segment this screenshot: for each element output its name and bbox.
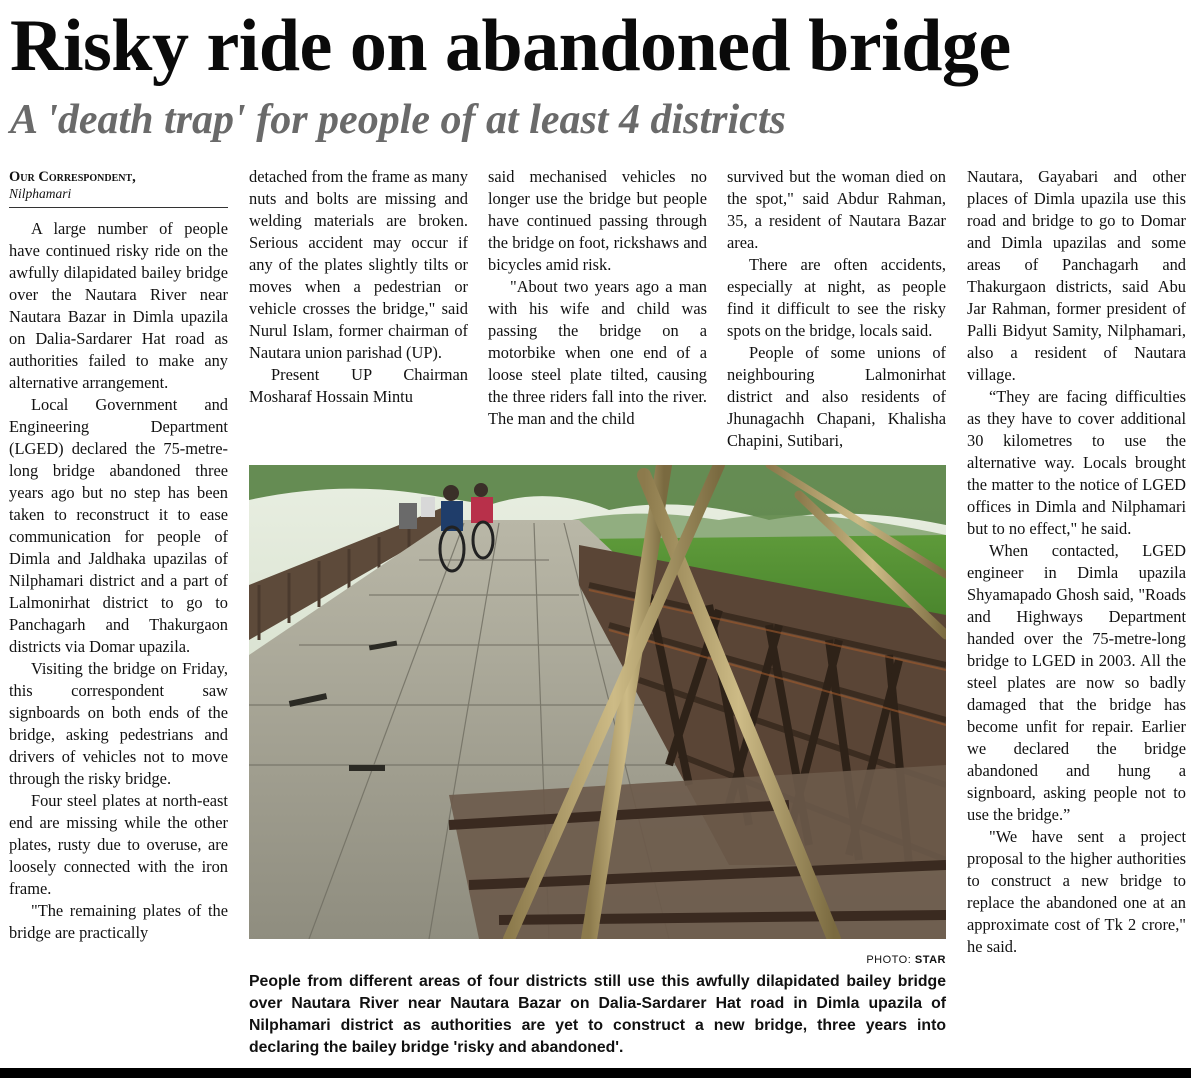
paragraph: survived but the woman died on the spot," said Abdur Rahman, 35, a resident of Nautara Bazar area. (727, 167, 946, 252)
paragraph: Nautara, Gayabari and other places of Dimla upazila use this road and bridge to go to Domar and Dimla upazilas and some areas of Panchagarh and Thakurgaon districts, said Abu Jar Rahman, former president of Palli Bidyut Samity, Nilphamari, also a resident of Nautara village. (967, 167, 1186, 384)
subheadline: A 'death trap' for people of at least 4 districts (10, 97, 786, 143)
paragraph: detached from the frame as many nuts and bolts are missing and welding materials are broken. Serious accident may occur if any of the plates slightly tilts or moves when a pedestrian or vehicle crosses the bridge," said Nurul Islam, former chairman of Nautara union parishad (UP). (249, 167, 468, 362)
photo-credit-label: PHOTO: (866, 954, 912, 966)
paragraph: People of some unions of neighbouring Lalmonirhat district and also residents of Jhunagachh Chapani, Khalisha Chapini, Sutibari, (727, 343, 946, 450)
paragraph: Local Government and Engineering Department (LGED) declared the 75-metre-long bridge abandoned three years ago but no step has been taken to reconstruct it to ease communication for people of Dimla and Jaldhaka upazilas of Nilphamari district and a part of Lalmonirhat district to go to Panchagarh and Thakurgaon districts via Domar upazila. (9, 395, 228, 656)
article-column-4 (727, 166, 946, 452)
photo-credit-source: STAR (914, 954, 946, 966)
paragraph: When contacted, LGED engineer in Dimla upazila Shyamapado Ghosh said, "Roads and Highways Department handed over the 75-metre-long bridge to LGED in 2003. All the steel plates are now so badly damaged that the bridge has become unfit for repair. Earlier we declared the bridge abandoned and hung a signboard, asking people not to use the bridge.” (967, 541, 1186, 824)
paragraph: Visiting the bridge on Friday, this correspondent saw signboards on both ends of the bridge, asking pedestrians and drivers of vehicles not to move through the risky bridge. (9, 659, 228, 788)
paragraph: Present UP Chairman Mosharaf Hossain Mintu (249, 365, 468, 406)
paragraph: said mechanised vehicles no longer use the bridge but people have continued passing through the bridge on foot, rickshaws and bicycles amid risk. (488, 167, 707, 274)
byline: Our Correspondent, (9, 169, 136, 185)
dateline: Nilphamari (9, 186, 228, 208)
article-column-3 (488, 166, 707, 430)
paragraph: "We have sent a project proposal to the higher authorities to construct a new bridge to replace the abandoned one at an approximate cost of Tk 2 crore," he said. (967, 827, 1186, 956)
article-column-1 (9, 166, 228, 944)
paragraph: Four steel plates at north-east end are missing while the other plates, rusty due to overuse, are loosely connected with the iron frame. (9, 791, 228, 898)
paragraph: "The remaining plates of the bridge are practically (9, 901, 228, 942)
article-column-5 (967, 166, 1186, 958)
paragraph: "About two years ago a man with his wife and child was passing the bridge on a motorbike when one end of a loose steel plate tilted, causing the three riders fall into the river. The man and the child (488, 277, 707, 428)
paragraph: There are often accidents, especially at night, as people find it difficult to see the risky spots on the bridge, locals said. (727, 255, 946, 340)
photo-caption: People from different areas of four districts still use this awfully dilapidated bailey bridge over Nautara River near Nautara Bazar on Dalia-Sardarer Hat road in Dimla upazila of Nilphamari district as authorities are yet to construct a new bridge, three years into declaring the bailey bridge 'risky and abandoned'. (249, 973, 946, 1056)
article-column-2 (249, 166, 468, 408)
photo-credit (760, 954, 946, 966)
bottom-border (0, 1068, 1191, 1078)
headline: Risky ride on abandoned bridge (10, 5, 1011, 87)
bridge-photo (249, 465, 946, 939)
paragraph: “They are facing difficulties as they have to cover additional 30 kilometres to use the alternative way. Locals brought the matter to the notice of LGED offices in Dimla and Nilphamari but to no effect," he said. (967, 387, 1186, 538)
paragraph: A large number of people have continued risky ride on the awfully dilapidated bailey bridge over the Nautara River near Nautara Bazar in Dimla upazila on Dalia-Sardarer Hat road as authorities failed to make any alternative arrangement. (9, 219, 228, 392)
